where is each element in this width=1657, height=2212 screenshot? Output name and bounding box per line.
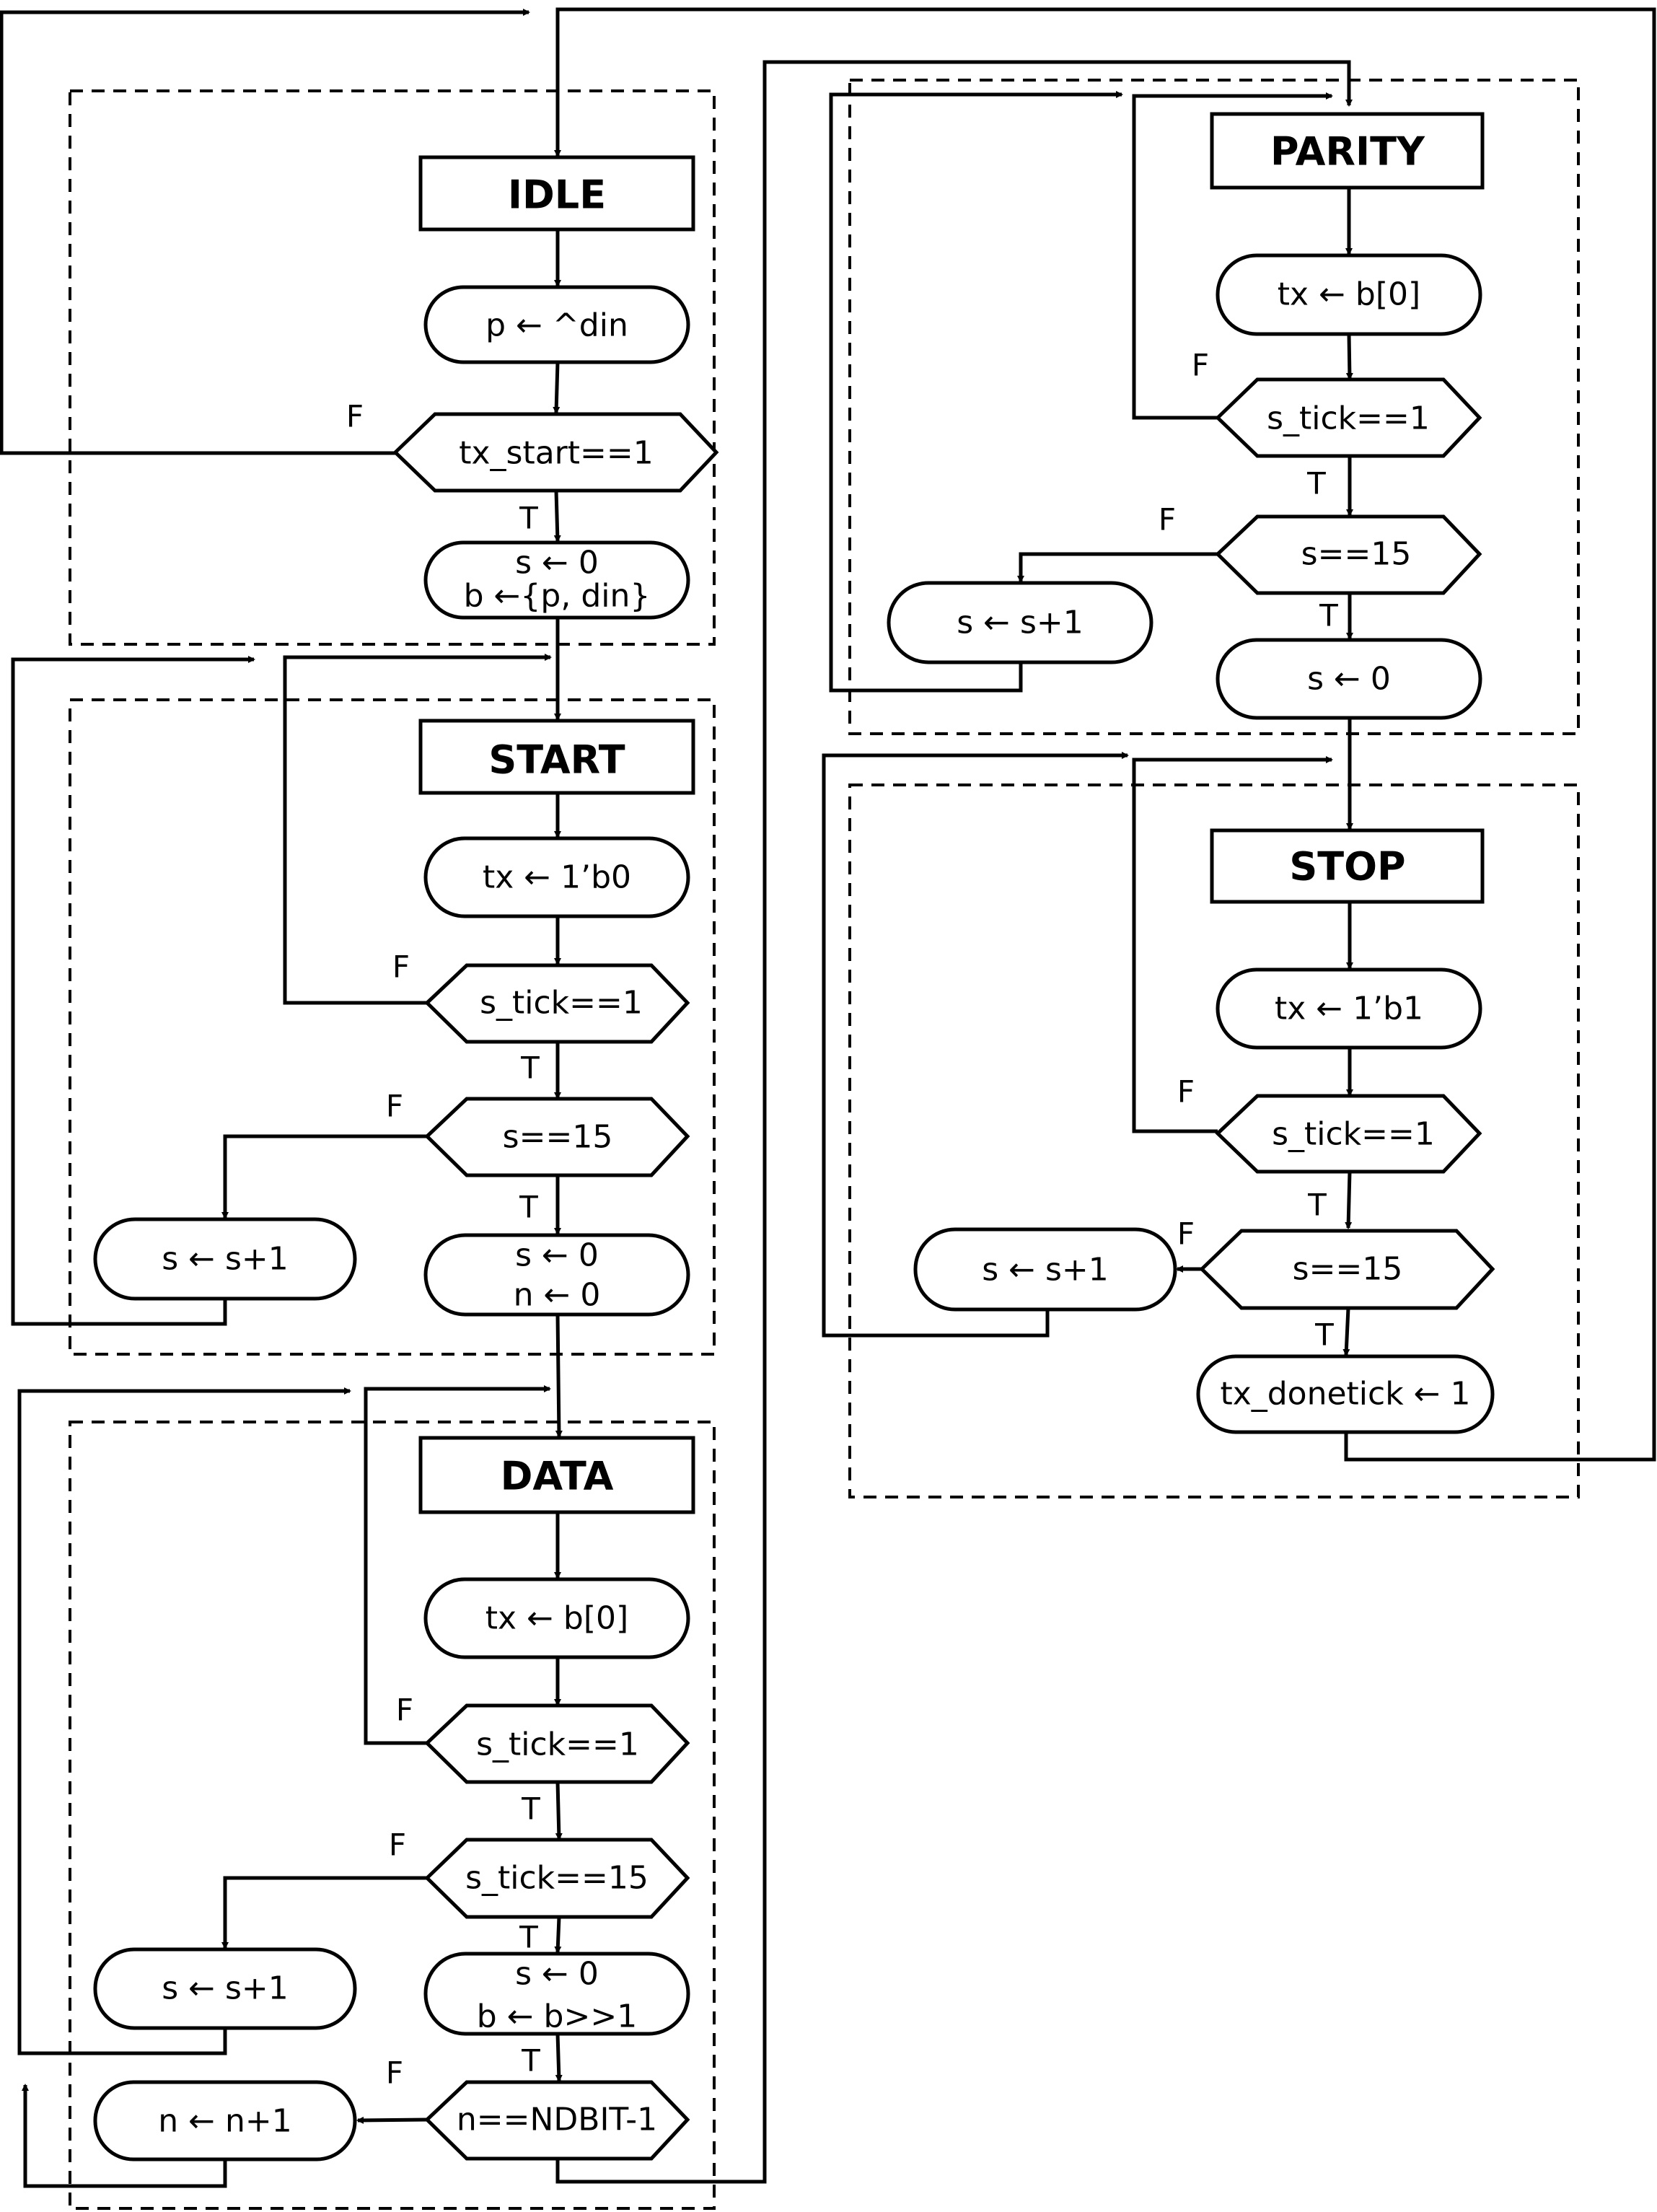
idle-parity-text: p ← ^din	[485, 307, 628, 344]
stop-tick-true-label: T	[1308, 1187, 1327, 1223]
data-tick-false-label: F	[395, 1692, 414, 1728]
start-tick-decision	[427, 965, 687, 1042]
idle-txstart-decision	[395, 414, 716, 491]
stop-s15-text: s==15	[1292, 1250, 1403, 1288]
stop-inc-text: s ← s+1	[982, 1251, 1109, 1289]
wire-data-tick-true	[558, 1782, 559, 1839]
start-s15-false-label: F	[385, 1088, 404, 1124]
idle-init-action	[426, 543, 688, 618]
parity-state-label: PARITY	[1270, 128, 1425, 175]
parity-state-box	[1212, 114, 1482, 188]
stop-tick-text: s_tick==1	[1272, 1115, 1435, 1153]
data-nbits-false-label: F	[385, 2055, 404, 2091]
wire-start-tick-false	[285, 657, 550, 1003]
data-ninc-action	[95, 2082, 355, 2159]
wire-data-tick15-false	[225, 1878, 427, 1948]
data-inc-text: s ← s+1	[162, 1970, 289, 2007]
idle-init-s-text: s ← 0	[515, 544, 599, 581]
wire-stop-tick-false	[1134, 760, 1332, 1131]
data-reset-action	[426, 1954, 688, 2035]
start-state-label: START	[488, 737, 625, 783]
parity-s15-false-label: F	[1158, 501, 1177, 537]
parity-tick-false-label: F	[1191, 347, 1210, 383]
parity-s15-decision	[1218, 517, 1480, 593]
start-state-box	[421, 721, 693, 793]
data-state-label: DATA	[500, 1453, 614, 1499]
parity-tick-decision	[1218, 379, 1480, 456]
idle-parity-action	[426, 287, 688, 362]
parity-s15-text: s==15	[1301, 535, 1412, 573]
data-nbits-decision	[427, 2082, 687, 2159]
wire-start-to-data	[558, 1315, 559, 1436]
wire-data-reset-to-nbits	[558, 2034, 559, 2081]
wire-parity-tx-to-tick	[1349, 334, 1350, 379]
stop-done-text: tx_donetick ← 1	[1220, 1375, 1471, 1413]
idle-txstart-text: tx_start==1	[459, 434, 654, 472]
data-tx-action	[426, 1579, 688, 1657]
idle-init-b-text: b ←{p, din}	[463, 577, 651, 615]
wire-stop-s15-true	[1346, 1308, 1348, 1355]
parity-tx-action	[1218, 255, 1480, 334]
stop-tick-false-label: F	[1177, 1074, 1195, 1110]
start-s15-text: s==15	[502, 1118, 613, 1156]
data-nbits-true-label: T	[522, 2042, 540, 2079]
start-tx-text: tx ← 1’b0	[482, 859, 632, 896]
start-reset-s-text: s ← 0	[515, 1237, 599, 1274]
data-state-box	[421, 1438, 693, 1512]
parity-tick-text: s_tick==1	[1267, 400, 1430, 437]
data-tx-text: tx ← b[0]	[485, 1599, 629, 1637]
start-reset-n-text: n ← 0	[513, 1276, 601, 1314]
data-tick-true-label: T	[522, 1791, 540, 1827]
data-ninc-text: n ← n+1	[158, 2102, 292, 2140]
parity-reset-text: s ← 0	[1307, 660, 1391, 698]
start-inc-text: s ← s+1	[162, 1240, 289, 1278]
data-tick-decision	[427, 1706, 687, 1782]
data-tick15-text: s_tick==15	[465, 1859, 649, 1897]
idle-txstart-false-label: F	[346, 398, 364, 434]
idle-state-box	[421, 157, 693, 229]
data-reset-s-text: s ← 0	[515, 1955, 599, 1993]
wire-txstart-true	[556, 491, 558, 541]
data-tick15-decision	[427, 1840, 687, 1917]
parity-reset-action	[1218, 640, 1480, 718]
stop-tick-decision	[1218, 1096, 1480, 1172]
wire-parity-calc-to-txstart	[556, 362, 558, 413]
stop-tx-action	[1218, 970, 1480, 1048]
start-reset-action	[426, 1235, 688, 1315]
parity-inc-text: s ← s+1	[957, 604, 1084, 641]
data-tick-text: s_tick==1	[476, 1726, 639, 1763]
idle-txstart-true-label: T	[519, 500, 538, 536]
start-tick-text: s_tick==1	[480, 984, 643, 1022]
wire-data-tick15-true	[558, 1917, 559, 1952]
wire-txstart-false-loop	[1, 12, 529, 453]
start-s15-decision	[427, 1099, 687, 1175]
start-inc-action	[95, 1219, 355, 1299]
idle-state-label: IDLE	[507, 172, 607, 218]
stop-inc-action	[915, 1229, 1175, 1309]
parity-inc-action	[889, 583, 1151, 662]
stop-tx-text: tx ← 1’b1	[1274, 990, 1424, 1027]
wire-stop-tick-true	[1348, 1172, 1350, 1228]
wire-start-s15-false	[225, 1136, 427, 1218]
stop-s15-decision	[1202, 1231, 1493, 1308]
start-tx-action	[426, 838, 688, 916]
start-tick-false-label: F	[392, 949, 410, 985]
start-tick-true-label: T	[521, 1050, 540, 1086]
data-nbits-text: n==NDBIT-1	[456, 2101, 658, 2138]
stop-done-action	[1198, 1356, 1493, 1432]
parity-s15-true-label: T	[1319, 597, 1338, 633]
parity-tx-text: tx ← b[0]	[1277, 276, 1421, 313]
data-inc-action	[95, 1949, 355, 2028]
data-shift-text: b ← b>>1	[476, 1998, 638, 2035]
wire-parity-s15-false	[1021, 554, 1218, 581]
start-s15-true-label: T	[519, 1189, 538, 1225]
stop-state-label: STOP	[1289, 843, 1406, 890]
stop-s15-true-label: T	[1315, 1317, 1334, 1353]
stop-s15-false-label: F	[1177, 1216, 1195, 1252]
data-tick15-true-label: T	[519, 1919, 538, 1955]
parity-tick-true-label: T	[1307, 465, 1326, 501]
stop-state-box	[1212, 830, 1482, 902]
data-tick15-false-label: F	[388, 1827, 407, 1863]
